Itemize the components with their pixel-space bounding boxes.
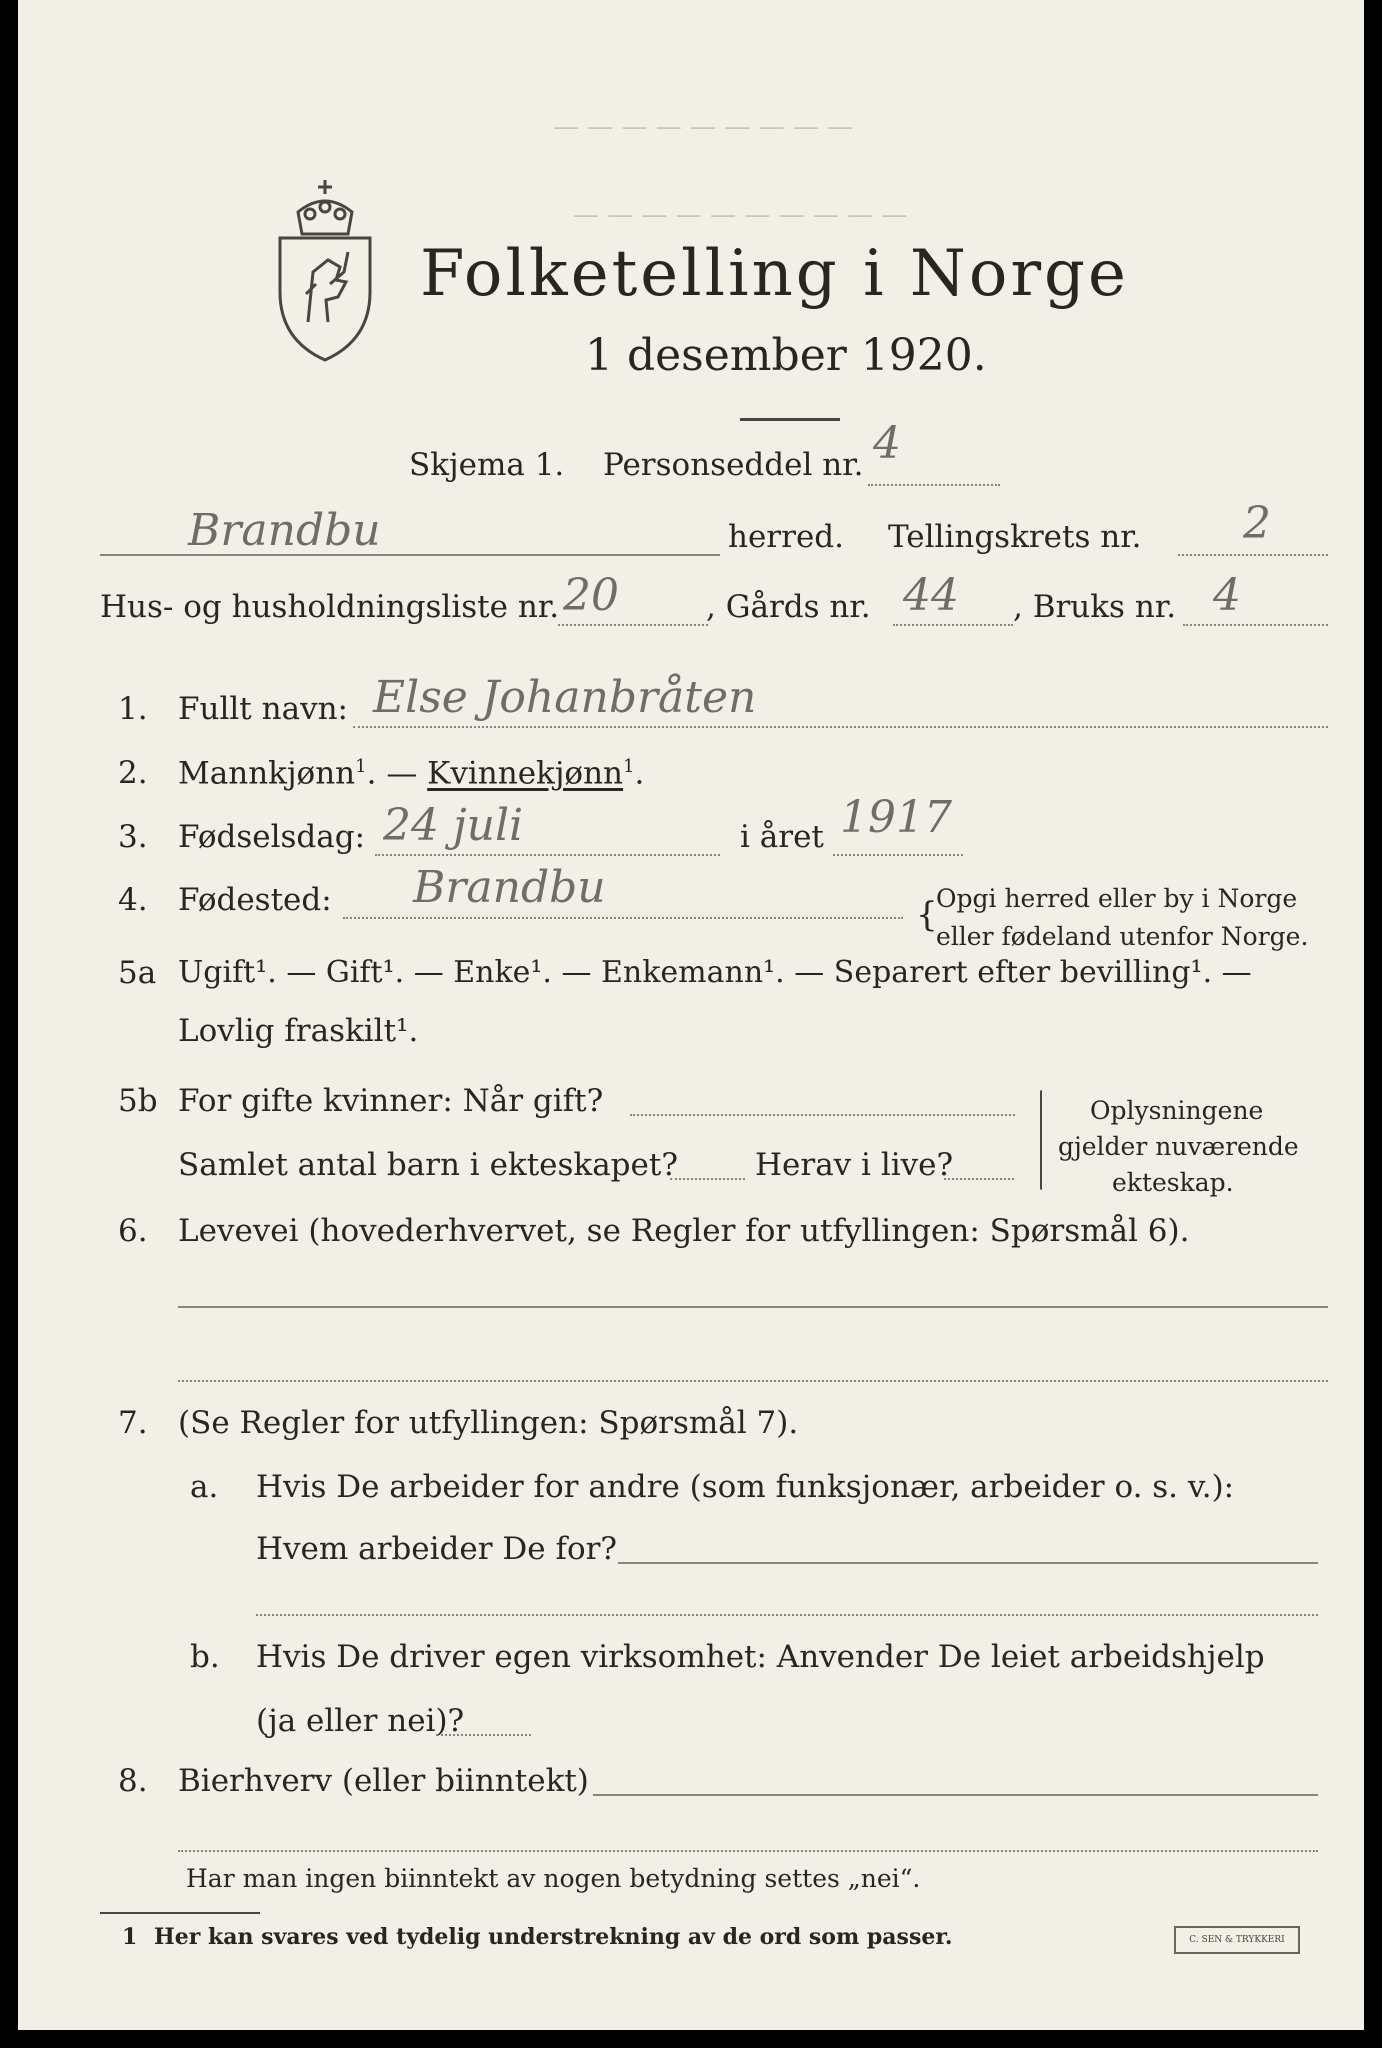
q5b-note-line2: gjelder nuværende bbox=[1058, 1132, 1299, 1161]
q5b-married-line bbox=[630, 1114, 1015, 1116]
q7b-number: b. bbox=[190, 1639, 220, 1675]
herred-label: herred. bbox=[728, 519, 844, 555]
q8-answer-line2[interactable] bbox=[178, 1850, 1318, 1852]
q5b-alive-label: Herav i live? bbox=[755, 1147, 954, 1183]
gards-line bbox=[893, 624, 1013, 626]
q7a-answer-line1[interactable] bbox=[618, 1562, 1318, 1564]
birth-year-value[interactable]: 1917 bbox=[840, 792, 952, 843]
skjema-label: Skjema 1. bbox=[409, 447, 565, 483]
q3-label: Fødselsdag: bbox=[178, 819, 366, 855]
census-date: 1 desember 1920. bbox=[585, 330, 987, 381]
q7a-answer-line2[interactable] bbox=[256, 1614, 1318, 1616]
q7-label: (Se Regler for utfyllingen: Spørsmål 7). bbox=[178, 1405, 799, 1441]
q5a-number: 5a bbox=[118, 955, 157, 991]
birth-date-value[interactable]: 24 juli bbox=[383, 800, 524, 851]
q7a-number: a. bbox=[190, 1469, 219, 1505]
q5b-children-label: Samlet antal barn i ekteskapet? bbox=[178, 1147, 678, 1183]
option-male[interactable]: Mannkjønn bbox=[178, 755, 356, 792]
q5b-children-line bbox=[670, 1178, 745, 1180]
q5b-number: 5b bbox=[118, 1083, 158, 1119]
q6-answer-line2[interactable] bbox=[178, 1380, 1328, 1382]
norwegian-coat-of-arms-icon bbox=[268, 172, 383, 367]
full-name-value[interactable]: Else Johanbråten bbox=[373, 672, 757, 723]
gards-label: , Gårds nr. bbox=[706, 589, 871, 625]
q5b-alive-line bbox=[944, 1178, 1014, 1180]
q6-label: Levevei (hovederhvervet, se Regler for utfyllingen: Spørsmål 6). bbox=[178, 1213, 1190, 1249]
q7a-line1: Hvis De arbeider for andre (som funksjonær, arbeider o. s. v.): bbox=[256, 1469, 1235, 1505]
q3-year-label: i året bbox=[740, 819, 824, 855]
personseddel-line bbox=[868, 484, 1000, 486]
personseddel-value[interactable]: 4 bbox=[873, 418, 901, 469]
census-form-page bbox=[18, 0, 1364, 2030]
q4-number: 4. bbox=[118, 882, 148, 918]
q2-number: 2. bbox=[118, 755, 148, 791]
q3-year-line bbox=[833, 854, 963, 856]
q6-number: 6. bbox=[118, 1213, 148, 1249]
q7a-line2: Hvem arbeider De for? bbox=[256, 1531, 618, 1567]
tellingskrets-line bbox=[1178, 554, 1328, 556]
tellingskrets-value[interactable]: 2 bbox=[1243, 498, 1271, 549]
footnote-number: 1 bbox=[122, 1924, 138, 1950]
q5b-note-line1: Oplysningene bbox=[1090, 1096, 1264, 1125]
q8-answer-line1[interactable] bbox=[593, 1794, 1318, 1796]
marital-status-divorced[interactable]: Lovlig fraskilt¹. bbox=[178, 1013, 419, 1049]
q4-label: Fødested: bbox=[178, 882, 332, 918]
herred-value[interactable]: Brandbu bbox=[188, 505, 381, 556]
bruks-line bbox=[1183, 624, 1328, 626]
footnote-text: Her kan svares ved tydelig understrekning av de ord som passer. bbox=[154, 1924, 953, 1950]
personseddel-label: Personseddel nr. bbox=[603, 447, 864, 483]
q8-label: Bierhverv (eller biinntekt) bbox=[178, 1763, 589, 1799]
bruks-value[interactable]: 4 bbox=[1213, 570, 1241, 621]
tellingskrets-label: Tellingskrets nr. bbox=[888, 519, 1142, 555]
q5b-note-line3: ekteskap. bbox=[1112, 1168, 1234, 1197]
q5b-bracket bbox=[1040, 1090, 1042, 1190]
q2-options: Mannkjønn$^1$. — Kvinnekjønn$^1$. bbox=[178, 755, 645, 792]
q5b-line1: For gifte kvinner: Når gift? bbox=[178, 1083, 604, 1119]
q3-number: 3. bbox=[118, 819, 148, 855]
q7b-answer-line[interactable] bbox=[436, 1734, 531, 1736]
q7b-line1: Hvis De driver egen virksomhet: Anvender De leiet arbeidshjelp bbox=[256, 1639, 1265, 1675]
q1-line bbox=[353, 726, 1328, 728]
option-female-underlined[interactable]: Kvinnekjønn bbox=[427, 755, 624, 792]
q3-line bbox=[375, 854, 720, 856]
q4-note-line2: eller fødeland utenfor Norge. bbox=[936, 922, 1309, 951]
birthplace-value[interactable]: Brandbu bbox=[413, 862, 606, 913]
bleed-through-text: — — — — — — — — — bbox=[553, 112, 854, 142]
gards-value[interactable]: 44 bbox=[903, 570, 959, 621]
page-title: Folketelling i Norge bbox=[420, 237, 1129, 311]
q4-brace: { bbox=[916, 895, 938, 935]
q1-number: 1. bbox=[118, 691, 148, 727]
bruks-label: , Bruks nr. bbox=[1013, 589, 1177, 625]
q1-label: Fullt navn: bbox=[178, 691, 348, 727]
footnote-rule bbox=[100, 1912, 260, 1914]
hus-label: Hus- og husholdningsliste nr. bbox=[100, 589, 560, 625]
q8-number: 8. bbox=[118, 1763, 148, 1799]
q7b-line2: (ja eller nei)? bbox=[256, 1703, 465, 1739]
hus-line bbox=[558, 624, 708, 626]
printer-stamp: C. SEN & TRYKKERI bbox=[1174, 1926, 1300, 1954]
q8-note: Har man ingen biinntekt av nogen betydning settes „nei“. bbox=[186, 1864, 921, 1893]
marital-status-options[interactable]: Ugift¹. — Gift¹. — Enke¹. — Enkemann¹. — Separert efter bevilling¹. — bbox=[178, 955, 1252, 990]
title-rule bbox=[740, 418, 840, 421]
bleed-through-text: — — — — — — — — — — bbox=[573, 200, 908, 230]
q4-line bbox=[343, 917, 903, 919]
q7-number: 7. bbox=[118, 1405, 148, 1441]
q4-note-line1: Opgi herred eller by i Norge bbox=[936, 884, 1298, 913]
hus-value[interactable]: 20 bbox=[563, 570, 619, 621]
q6-answer-line1[interactable] bbox=[178, 1306, 1328, 1308]
